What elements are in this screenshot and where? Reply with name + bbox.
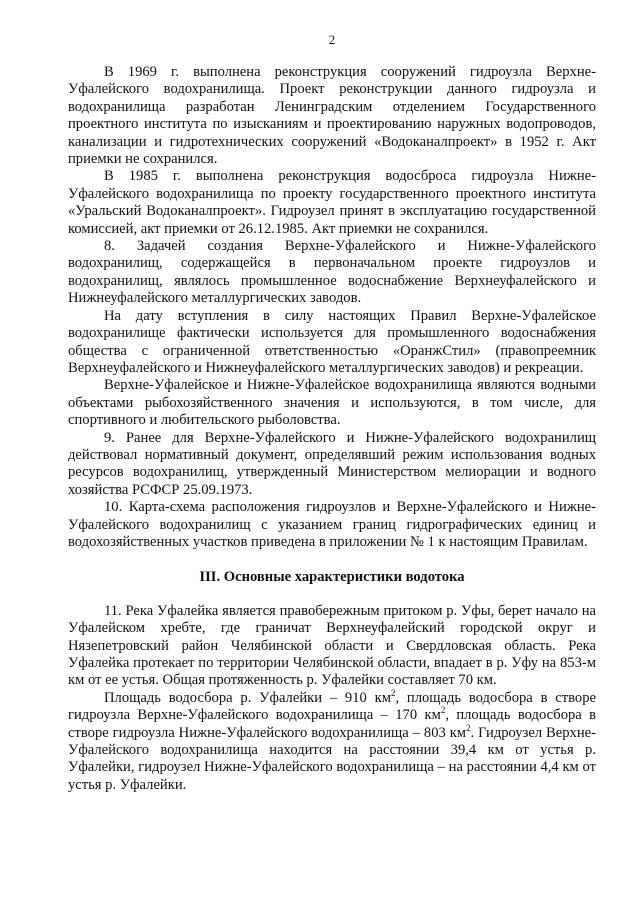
paragraph-10-map-scheme: 10. Карта-схема расположения гидроузлов и Верхне-Уфалейского и Нижне-Уфалейского водохранилищ с указанием границ гидрографических единиц и водохозяйственных участков приведена в приложении № 1 к настоящим Правилам. [68, 499, 596, 550]
area-text-2: , площадь водосбора в створе гидроузла Верхне-Уфалейского водохранилища – 170 км [68, 689, 596, 724]
paragraph-fishery: Верхне-Уфалейское и Нижне-Уфалейское водохранилища являются водными объектами рыбохозяйственного значения и используются, в том числе, для спортивного и любительского рыболовства. [68, 377, 596, 429]
superscript-2: 2 [390, 687, 396, 698]
paragraph-catchment-area [68, 687, 596, 794]
area-text-1: Площадь водосбора р. Уфалейки – 910 км [104, 689, 391, 706]
paragraph-8-purpose: 8. Задачей создания Верхне-Уфалейского и Нижне-Уфалейского водохранилищ, содержащейся в первоначальном проекте гидроузлов и водохранилищ, являлось промышленное водоснабжение Верхнеуфалейского и Нижнеуфалейского металлургических заводов. [68, 238, 596, 307]
superscript-2: 2 [466, 722, 471, 733]
area-text-3: , площадь водосбора в створе гидроузла Нижне-Уфалейского водохранилища – 803 км [68, 707, 596, 741]
paragraph-1985-reconstruction: В 1985 г. выполнена реконструкция водосброса гидроузла Нижне-Уфалейского водохранилища по проекту государственного проектного института «Уральский Водоканалпроект». Гидроузел принят в эксплуатацию государственной комиссией, акт приемки от 26.12.1985. Акт приемки не сохранился. [68, 168, 596, 237]
paragraph-9-normative-document: 9. Ранее для Верхне-Уфалейского и Нижне-Уфалейского водохранилищ действовал нормативный документ, определявший режим использования водных ресурсов водохранилищ, утвержденный Министерством мелиорации и водного хозяйства РСФСР 25.09.1973. [68, 429, 596, 498]
paragraph-1969-reconstruction: В 1969 г. выполнена реконструкция сооружений гидроузла Верхне-Уфалейского водохранилища. Проект реконструкции данного гидроузла и водохранилища разработан Ленинградским отделением Государственного проектного института по изысканиям и проектированию наружных водопроводов, канализации и гидротехнических сооружений «Водоканалпроект» в 1952 г. Акт приемки не сохранился. [68, 64, 596, 168]
superscript-2: 2 [440, 705, 446, 716]
paragraph-11-river: 11. Река Уфалейка является правобережным притоком р. Уфы, берет начало на Уфалейском хребте, где граничат Верхнеуфалейский городской округ и Нязепетровский район Челябинской области и Свердловская область. Река Уфалейка протекает по территории Челябинской области, впадает в р. Уфу на 853-м км от ее устья. Общая протяженность р. Уфалейки составляет 70 км. [68, 602, 596, 689]
paragraph-current-use: На дату вступления в силу настоящих Правил Верхне-Уфалейское водохранилище фактически используется для промышленного водоснабжения общества с ограниченной ответственностью «ОранжСтил» (правопреемник Верхнеуфалейского и Нижнеуфалейского металлургических заводов) и рекреации. [68, 307, 596, 376]
page-number: 2 [328, 32, 336, 47]
section-heading: III. Основные характеристики водотока [199, 569, 465, 586]
area-text-4: . Гидроузел Верхне-Уфалейского водохранилища находится на расстоянии 39,4 км от устья р. Уфалейки, гидроузел Нижне-Уфалейского водохранилища – на расстоянии 4,4 км от устья р. Уфалейки. [68, 724, 596, 793]
